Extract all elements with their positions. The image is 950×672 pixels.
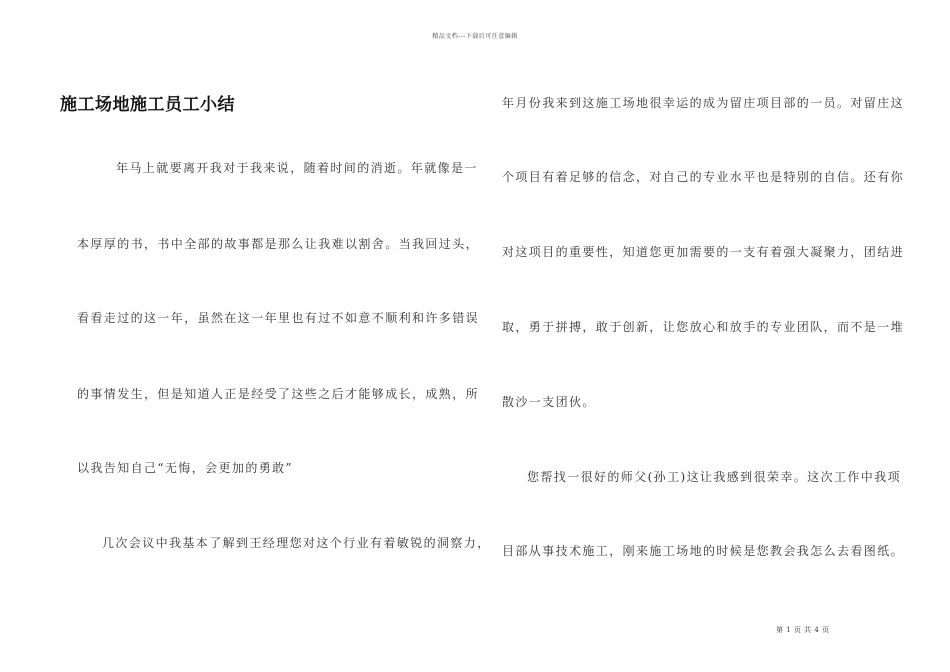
left-line-1: 年马上就要离开我对于我来说，随着时间的消逝。年就像是一	[116, 161, 478, 175]
right-line-2: 个项目有着足够的信念，对自己的专业水平也是特别的自信。还有你	[502, 170, 905, 184]
right-line-3: 对这项目的重要性，知道您更加需要的一支有着强大凝聚力，团结进	[502, 245, 905, 259]
left-line-4: 的事情发生，但是知道人正是经受了这些之后才能够成长，成熟，所	[77, 387, 480, 401]
right-line-6: 您帮找一很好的师父(孙工)这让我感到很荣幸。这次工作中我项	[527, 470, 901, 484]
left-line-3: 看看走过的这一年，虽然在这一年里也有过不如意不顺利和许多错误	[77, 311, 480, 325]
left-line-2: 本厚厚的书，书中全部的故事都是那么让我难以割舍。当我回过头，	[77, 237, 480, 251]
left-line-6: 几次会议中我基本了解到王经理您对这个行业有着敏锐的洞察力，	[102, 536, 491, 550]
document-title: 施工场地施工员工小结	[60, 95, 235, 115]
right-line-4: 取，勇于拼搏，敢于创新，让您放心和放手的专业团队，而不是一堆	[502, 320, 905, 334]
right-line-1: 年月份我来到这施工场地很幸运的成为留庄项目部的一员。对留庄这	[502, 96, 905, 110]
left-line-5: 以我告知自己“无悔，会更加的勇敢”	[77, 461, 294, 475]
right-line-5: 散沙一支团伙。	[502, 395, 596, 409]
page-number: 第 1 页 共 4 页	[776, 626, 830, 634]
page-header: 精品文档---下载后可任意编辑	[432, 33, 518, 40]
right-line-7: 目部从事技术施工，刚来施工场地的时候是您教会我怎么去看图纸。	[502, 544, 905, 558]
